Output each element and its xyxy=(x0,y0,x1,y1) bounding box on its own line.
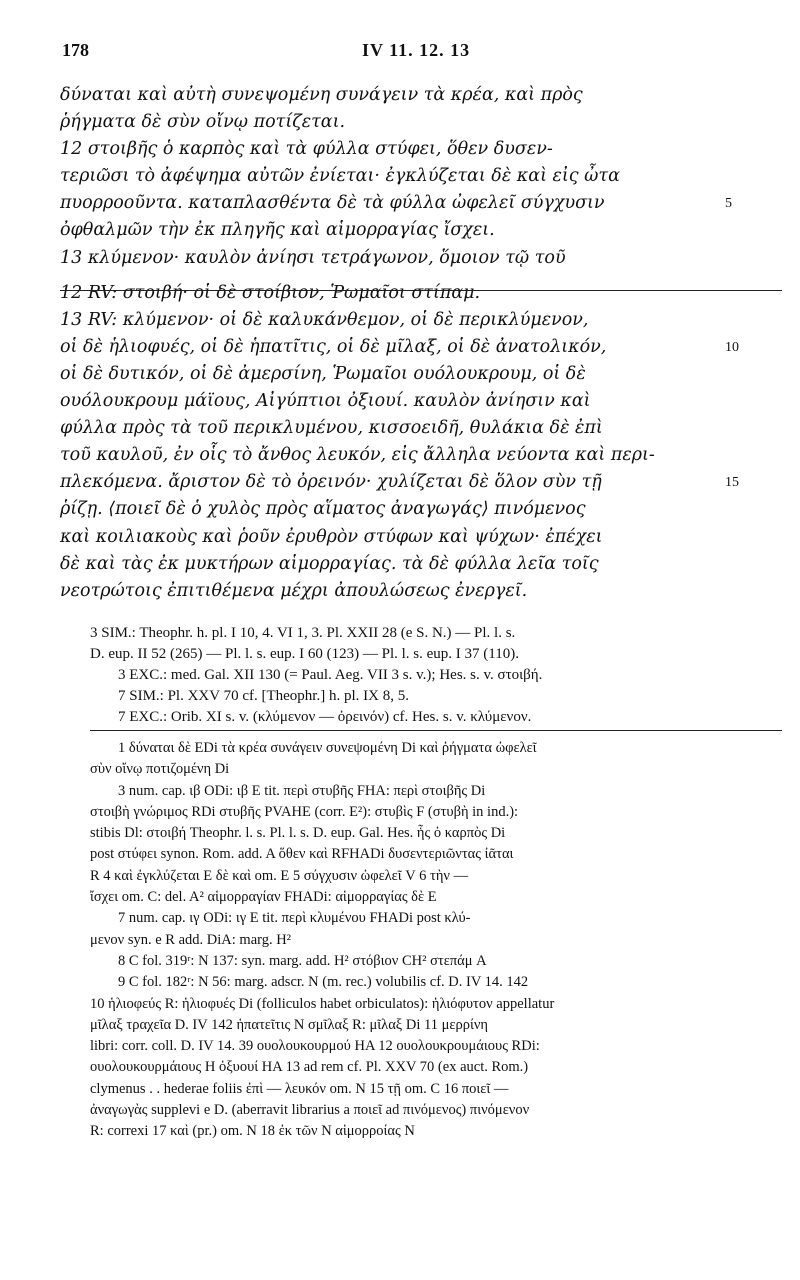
running-reference: IV 11. 12. 13 xyxy=(362,40,471,60)
apparatus-line: σὺν οἴνῳ ποτιζομένη Di xyxy=(90,761,230,778)
apparatus-line: 9 C fol. 182ʳ: N 56: marg. adscr. N (m. rec.) volubilis cf. D. IV 14. 142 xyxy=(118,974,529,991)
text-line: δὲ καὶ τὰς ἐκ μυκτήρων αἱμορραγίας. τὰ δὲ φύλλα λεῖα τοῖς xyxy=(60,553,599,574)
apparatus-line: στοιβὴ γνώριμος RDi στυβῆς PVAHE (corr. E²): στυβὶς F (στυβὴ in ind.): xyxy=(90,803,519,820)
critical-apparatus xyxy=(90,738,790,1143)
text-line: φύλλα πρὸς τὰ τοῦ περικλυμένου, κισσοειδῆ, θυλάκια δὲ ἐπὶ xyxy=(60,418,603,439)
main-text xyxy=(60,82,739,605)
apparatus-line: R: correxi 17 καὶ (pr.) om. N 18 ἐκ τῶν N αἱμορροίας N xyxy=(90,1123,415,1140)
apparatus-line: μενον syn. e R add. DiA: marg. H² xyxy=(90,931,292,948)
apparatus-line: 10 ἡλιοφεύς R: ἡλιοφυές Di (folliculos habet orbiculatos): ἡλιόφυτον appellatur xyxy=(90,995,555,1012)
source-line: D. eup. II 52 (265) — Pl. l. s. eup. I 60 (123) — Pl. l. s. eup. I 37 (110). xyxy=(90,646,519,662)
apparatus-line: libri: corr. coll. D. IV 14. 39 ουολουκουρμού HA 12 ουολουκρουμάιους RDi: xyxy=(90,1038,540,1055)
page-header xyxy=(62,40,760,70)
apparatus-line: ἀναγωγὰς supplevi e D. (aberravit librarius a ποιεῖ ad πινόμενος) πινόμενον xyxy=(90,1102,530,1119)
text-line: οἱ δὲ ἡλιοφυές, οἱ δὲ ἡπατῖτις, οἱ δὲ μῖλαξ, οἱ δὲ ἀνατολικόν, 10 xyxy=(60,334,710,361)
text-line: ῥήγματα δὲ σὺν οἴνῳ ποτίζεται. xyxy=(60,112,346,133)
source-line: 3 SIM.: Theophr. h. pl. I 10, 4. VI 1, 3. Pl. XXII 28 (e S. N.) — Pl. l. s. xyxy=(90,625,516,641)
apparatus-line: post στύφει synon. Rom. add. A ὅθεν καὶ RFHADi δυσεντεριῶντας ἰᾶται xyxy=(90,846,514,863)
apparatus-line: 7 num. cap. ιγ ODi: ιγ E tit. περὶ κλυμένου FHADi post κλύ- xyxy=(118,910,471,927)
text-line: δύναται καὶ αὐτὴ συνεψομένη συνάγειν τὰ κρέα, καὶ πρὸς xyxy=(60,85,583,105)
apparatus-divider xyxy=(90,730,782,731)
source-line: 7 EXC.: Orib. XI s. v. (κλύμενον — ὀρεινόν) cf. Hes. s. v. κλύμενον. xyxy=(118,709,532,725)
source-line: 7 SIM.: Pl. XXV 70 cf. [Theophr.] h. pl. IX 8, 5. xyxy=(118,688,409,704)
text-line: πλεκόμενα. ἄριστον δὲ τὸ ὀρεινόν· χυλίζεται δὲ ὅλον σὺν τῇ 15 xyxy=(60,469,710,496)
text-line: 12 στοιβῆς ὁ καρπὸς καὶ τὰ φύλλα στύφει, ὅθεν δυσεν- xyxy=(60,139,553,160)
line-number: 10 xyxy=(725,339,739,355)
apparatus-line: 8 C fol. 319ʳ: N 137: syn. marg. add. H² στόβιον CH² στεπάμ A xyxy=(118,952,487,969)
text-line: οἱ δὲ δυτικόν, οἱ δὲ ἀμερσίνη, Ῥωμαῖοι ουόλουκρουμ, οἱ δὲ xyxy=(60,363,586,384)
apparatus-line: ἴσχει om. C: del. A² αἱμορραγίαν FHADi: αἱμορραγίας δὲ E xyxy=(90,889,437,906)
line-number: 5 xyxy=(725,196,732,212)
text-line: 12 RV: στοιβή· οἱ δὲ στοίβιον, Ῥωμαῖοι στίπαμ. xyxy=(60,282,481,303)
sources-apparatus xyxy=(90,623,790,728)
text-line: 13 κλύμενον· καυλὸν ἀνίησι τετράγωνον, ὅμοιον τῷ τοῦ xyxy=(60,247,566,268)
apparatus-line: ουολουκουρμάιους H ὀξυουί HA 13 ad rem cf. Pl. XXV 70 (ex auct. Rom.) xyxy=(90,1059,529,1076)
apparatus-line: stibis Dl: στοιβή Theophr. l. s. Pl. l. s. D. eup. Gal. Hes. ἧς ὁ καρπὸς Di xyxy=(90,825,506,842)
apparatus-line: 3 num. cap. ιβ ODi: ιβ E tit. περὶ στυβῆς FHA: περὶ στοιβῆς Di xyxy=(118,782,486,799)
text-line: καὶ κοιλιακοὺς καὶ ῥοῦν ἐρυθρὸν στύφων καὶ ψύχων· ἐπέχει xyxy=(60,526,603,547)
page-number: 178 xyxy=(62,40,89,60)
apparatus-line: 1 δύναται δὲ EDi τὰ κρέα συνάγειν συνεψομένη Di καὶ ῥήγματα ὠφελεῖ xyxy=(118,740,537,756)
section-divider xyxy=(60,290,782,291)
text-line: ῥίζῃ. ⟨ποιεῖ δὲ ὁ χυλὸς πρὸς αἵματος ἀναγωγάς⟩ πινόμενος xyxy=(60,499,586,520)
apparatus-line: R 4 καὶ ἐγκλύζεται E δὲ καὶ om. E 5 σύγχυσιν ὠφελεῖ V 6 τὴν — xyxy=(90,867,469,884)
source-line: 3 EXC.: med. Gal. XII 130 (= Paul. Aeg. VII 3 s. v.); Hes. s. v. στοιβή. xyxy=(118,667,543,683)
text-line: ὀφθαλμῶν τὴν ἐκ πληγῆς καὶ αἱμορραγίας ἴσχει. xyxy=(60,220,495,241)
text-line: τεριῶσι τὸ ἀφέψημα αὐτῶν ἐνίεται· ἐγκλύζεται δὲ καὶ εἰς ὦτα xyxy=(60,166,620,187)
text-line: 13 RV: κλύμενον· οἱ δὲ καλυκάνθεμον, οἱ δὲ περικλύμενον, xyxy=(60,309,589,330)
text-line: ουόλουκρουμ μάϊους, Αἰγύπτιοι ὀξιουί. καυλὸν ἀνίησιν καὶ xyxy=(60,391,591,412)
line-number: 15 xyxy=(725,475,739,491)
apparatus-line: μῖλαξ τραχεῖα D. IV 142 ἡπατεῖτις N σμῖλαξ R: μῖλαξ Di 11 μερρίνη xyxy=(90,1016,488,1033)
apparatus-line: clymenus . . hederae foliis ἐπὶ — λευκόν om. N 15 τῇ om. C 16 ποιεῖ — xyxy=(90,1080,509,1097)
text-line: νεοτρώτοις ἐπιτιθέμενα μέχρι ἀπουλώσεως ἐνεργεῖ. xyxy=(60,580,528,601)
text-line: τοῦ καυλοῦ, ἐν οἷς τὸ ἄνθος λευκόν, εἰς ἄλληλα νεύοντα καὶ περι- xyxy=(60,445,655,466)
text-line: πυορροοῦντα. καταπλασθέντα δὲ τὰ φύλλα ὠφελεῖ σύγχυσιν 5 xyxy=(60,190,710,217)
